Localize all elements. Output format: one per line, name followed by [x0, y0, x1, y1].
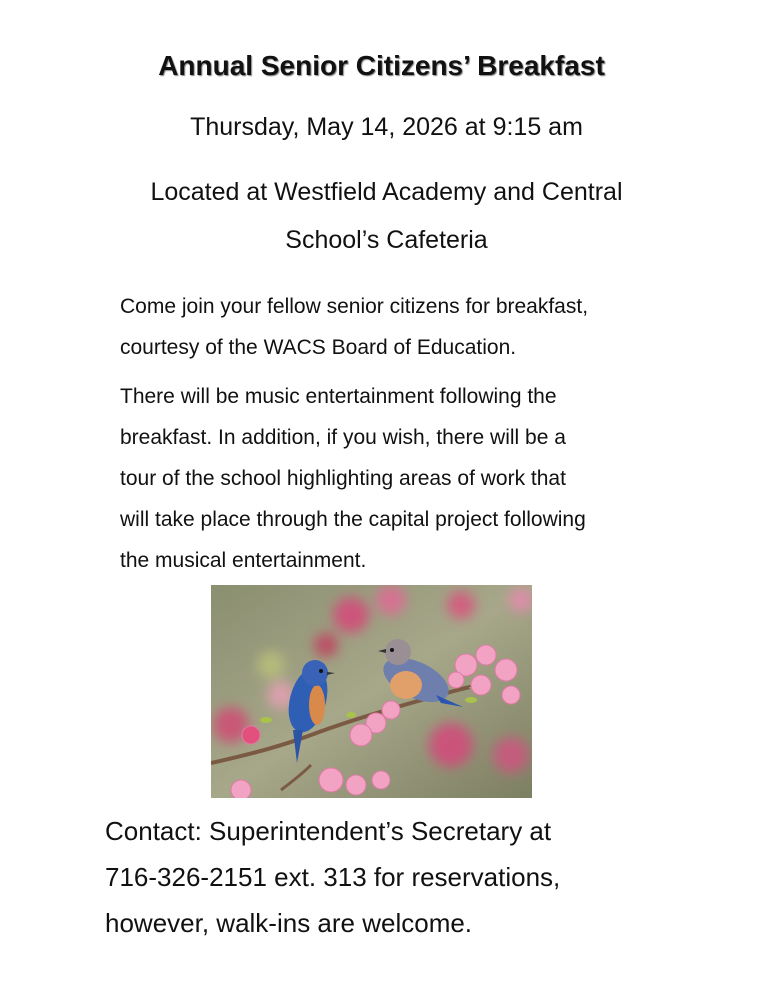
paragraph-details	[120, 376, 586, 581]
text-line: Come join your fellow senior citizens for breakfast,	[120, 295, 589, 318]
contact-info	[105, 808, 560, 946]
location-line: Located at Westfield Academy and Central	[150, 178, 623, 206]
flyer-title-text: Annual Senior Citizens’ Breakfast	[158, 50, 605, 81]
text-line: breakfast. In addition, if you wish, there will be a	[120, 426, 566, 449]
event-date: Thursday, May 14, 2026 at 9:15 am	[190, 113, 583, 141]
contact-line: 716-326-2151 ext. 313 for reservations,	[105, 862, 561, 892]
text-line: courtesy of the WACS Board of Education.	[120, 336, 517, 359]
location-line: School’s Cafeteria	[285, 226, 488, 254]
text-line: There will be music entertainment following the	[120, 385, 557, 408]
text-line: will take place through the capital project following	[120, 508, 586, 531]
event-location	[0, 168, 773, 264]
contact-line: however, walk-ins are welcome.	[105, 908, 473, 938]
bluebirds-photo	[211, 585, 532, 798]
text-line: tour of the school highlighting areas of work that	[120, 467, 566, 490]
text-line: the musical entertainment.	[120, 549, 367, 572]
flyer-title	[0, 50, 773, 82]
contact-line: Contact: Superintendent’s Secretary at	[105, 816, 552, 846]
paragraph-invitation	[120, 286, 588, 368]
